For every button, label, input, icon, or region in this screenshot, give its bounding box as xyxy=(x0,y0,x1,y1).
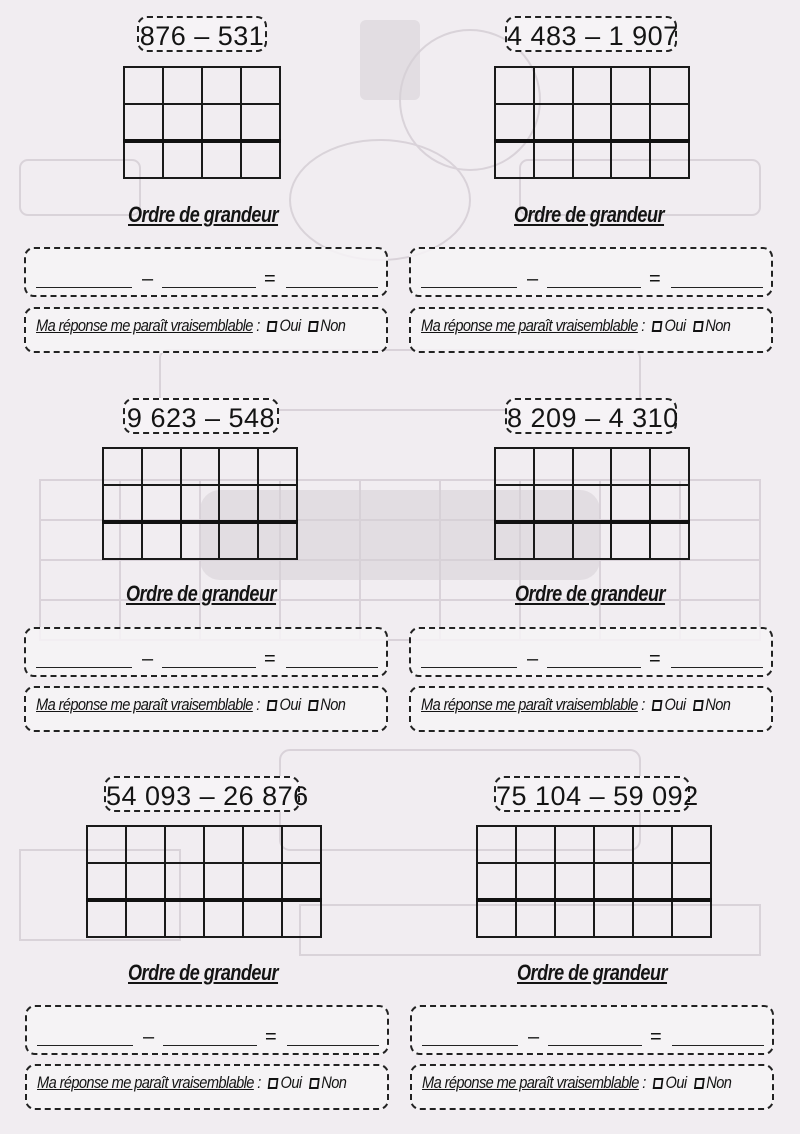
minus-sign: – xyxy=(142,648,154,670)
estimate-box xyxy=(409,627,773,677)
calculation-grid[interactable] xyxy=(494,447,690,560)
oui-checkbox[interactable] xyxy=(267,700,278,711)
minus-sign: – xyxy=(142,268,154,290)
non-checkbox[interactable] xyxy=(308,700,319,711)
equals-sign: = xyxy=(265,1026,277,1048)
estimate-blank-3[interactable] xyxy=(672,1045,764,1046)
operation-label: 54 093 – 26 876 xyxy=(104,776,300,812)
non-checkbox[interactable] xyxy=(693,700,704,711)
estimate-box xyxy=(24,247,388,297)
oui-label: Oui xyxy=(664,316,686,335)
estimate-blank-1[interactable] xyxy=(422,1045,518,1046)
ordre-de-grandeur-heading: Ordre de grandeur xyxy=(517,960,668,985)
minus-sign: – xyxy=(528,1026,540,1048)
plausibility-text: Ma réponse me paraît vraisemblable : Oui Non xyxy=(36,695,346,714)
estimate-blank-1[interactable] xyxy=(421,667,517,668)
plausibility-box xyxy=(409,686,773,732)
equals-sign: = xyxy=(264,648,276,670)
non-checkbox[interactable] xyxy=(309,1078,320,1089)
estimate-box xyxy=(25,1005,389,1055)
ordre-de-grandeur-heading: Ordre de grandeur xyxy=(515,581,666,606)
equals-sign: = xyxy=(649,268,661,290)
operation-label: 8 209 – 4 310 xyxy=(505,398,677,434)
plausibility-box xyxy=(25,1064,389,1110)
operation-label: 9 623 – 548 xyxy=(123,398,279,434)
non-label: Non xyxy=(706,1073,732,1092)
plausibility-box xyxy=(409,307,773,353)
estimate-blank-2[interactable] xyxy=(547,287,641,288)
operation-label: 876 – 531 xyxy=(137,16,267,52)
plausibility-box xyxy=(24,307,388,353)
minus-sign: – xyxy=(143,1026,155,1048)
estimate-blank-2[interactable] xyxy=(547,667,641,668)
estimate-blank-1[interactable] xyxy=(36,667,132,668)
non-checkbox[interactable] xyxy=(693,321,704,332)
plausibility-text: Ma réponse me paraît vraisemblable : Oui Non xyxy=(422,1073,732,1092)
oui-checkbox[interactable] xyxy=(652,321,663,332)
non-label: Non xyxy=(705,695,731,714)
estimate-blank-1[interactable] xyxy=(421,287,517,288)
estimate-blank-2[interactable] xyxy=(162,667,256,668)
non-label: Non xyxy=(320,695,346,714)
operation-label: 4 483 – 1 907 xyxy=(505,16,677,52)
minus-sign: – xyxy=(527,268,539,290)
ordre-de-grandeur-heading: Ordre de grandeur xyxy=(128,960,279,985)
estimate-blank-1[interactable] xyxy=(37,1045,133,1046)
ordre-de-grandeur-heading: Ordre de grandeur xyxy=(126,581,277,606)
calculation-grid[interactable] xyxy=(494,66,690,179)
estimate-blank-3[interactable] xyxy=(286,287,378,288)
plausibility-box xyxy=(410,1064,774,1110)
calculation-grid[interactable] xyxy=(123,66,281,179)
estimate-blank-3[interactable] xyxy=(671,287,763,288)
oui-label: Oui xyxy=(279,695,301,714)
oui-label: Oui xyxy=(279,316,301,335)
estimate-blank-3[interactable] xyxy=(671,667,763,668)
operation-label: 75 104 – 59 092 xyxy=(494,776,690,812)
estimate-blank-3[interactable] xyxy=(287,1045,379,1046)
plausibility-text: Ma réponse me paraît vraisemblable : Oui Non xyxy=(36,316,346,335)
calculation-grid[interactable] xyxy=(86,825,322,938)
oui-checkbox[interactable] xyxy=(268,1078,279,1089)
non-checkbox[interactable] xyxy=(308,321,319,332)
calculation-grid[interactable] xyxy=(102,447,298,560)
estimate-blank-2[interactable] xyxy=(162,287,256,288)
ordre-de-grandeur-heading: Ordre de grandeur xyxy=(128,202,279,227)
equals-sign: = xyxy=(649,648,661,670)
plausibility-text: Ma réponse me paraît vraisemblable : Oui Non xyxy=(37,1073,347,1092)
estimate-blank-2[interactable] xyxy=(163,1045,257,1046)
non-label: Non xyxy=(705,316,731,335)
estimate-box xyxy=(409,247,773,297)
plausibility-box xyxy=(24,686,388,732)
non-checkbox[interactable] xyxy=(694,1078,705,1089)
oui-checkbox[interactable] xyxy=(653,1078,664,1089)
ordre-de-grandeur-heading: Ordre de grandeur xyxy=(514,202,665,227)
estimate-blank-1[interactable] xyxy=(36,287,132,288)
non-label: Non xyxy=(320,316,346,335)
oui-label: Oui xyxy=(665,1073,687,1092)
plausibility-text: Ma réponse me paraît vraisemblable : Oui Non xyxy=(421,695,731,714)
estimate-box xyxy=(24,627,388,677)
calculation-grid[interactable] xyxy=(476,825,712,938)
oui-checkbox[interactable] xyxy=(267,321,278,332)
oui-label: Oui xyxy=(280,1073,302,1092)
estimate-blank-3[interactable] xyxy=(286,667,378,668)
equals-sign: = xyxy=(650,1026,662,1048)
non-label: Non xyxy=(321,1073,347,1092)
equals-sign: = xyxy=(264,268,276,290)
plausibility-text: Ma réponse me paraît vraisemblable : Oui Non xyxy=(421,316,731,335)
minus-sign: – xyxy=(527,648,539,670)
estimate-blank-2[interactable] xyxy=(548,1045,642,1046)
oui-label: Oui xyxy=(664,695,686,714)
estimate-box xyxy=(410,1005,774,1055)
oui-checkbox[interactable] xyxy=(652,700,663,711)
